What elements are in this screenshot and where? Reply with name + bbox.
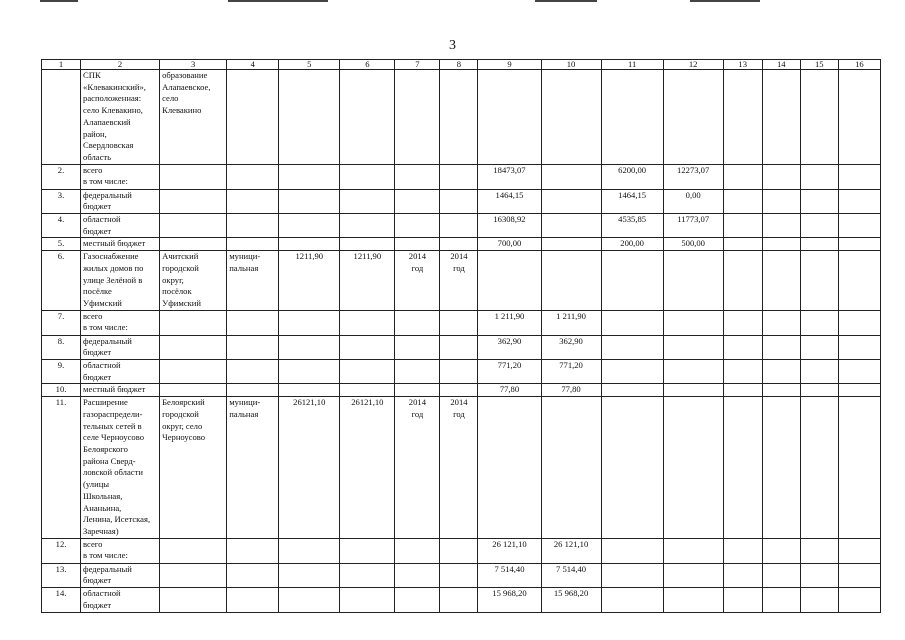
table-cell: 11773,07: [663, 214, 723, 238]
table-cell: 1211,90: [279, 251, 340, 311]
table-cell: [723, 238, 762, 251]
top-edge-mark: [535, 0, 597, 2]
table-cell: [160, 384, 227, 397]
table-cell: [723, 384, 762, 397]
table-cell: 14.: [42, 588, 81, 613]
table-cell: [279, 310, 340, 335]
table-cell: [395, 189, 440, 213]
table-cell: 362,90: [478, 335, 541, 359]
table-cell: [440, 360, 478, 384]
table-cell: [800, 397, 838, 538]
table-cell: [340, 563, 395, 587]
table-cell: [478, 397, 541, 538]
table-cell: [541, 251, 601, 311]
table-row: [42, 164, 881, 189]
table-cell: [440, 164, 478, 189]
table-cell: областной бюджет: [81, 214, 160, 238]
column-number-header: 13: [723, 60, 762, 70]
page-number: 3: [449, 38, 456, 53]
table-cell: [440, 588, 478, 613]
table-cell: [723, 538, 762, 563]
table-cell: [723, 189, 762, 213]
table-cell: [395, 384, 440, 397]
table-cell: [227, 360, 279, 384]
table-cell: [160, 538, 227, 563]
table-cell: областной бюджет: [81, 588, 160, 613]
table-cell: [340, 384, 395, 397]
table-cell: всего в том числе:: [81, 164, 160, 189]
table-cell: федеральный бюджет: [81, 189, 160, 213]
table-cell: [227, 164, 279, 189]
table-cell: 10.: [42, 384, 81, 397]
table-cell: [440, 214, 478, 238]
table-cell: [838, 384, 880, 397]
table-cell: [663, 563, 723, 587]
table-cell: 7.: [42, 310, 81, 335]
table-cell: 13.: [42, 563, 81, 587]
table-row: [42, 70, 881, 165]
table-cell: [160, 360, 227, 384]
top-edge-mark: [690, 0, 760, 2]
table-cell: 7 514,40: [541, 563, 601, 587]
table-cell: [227, 538, 279, 563]
table-cell: [838, 251, 880, 311]
table-cell: [838, 588, 880, 613]
table-cell: [601, 251, 663, 311]
table-cell: [395, 238, 440, 251]
table-cell: [227, 70, 279, 165]
table-cell: [541, 238, 601, 251]
table-cell: [762, 251, 800, 311]
table-cell: [160, 563, 227, 587]
table-cell: [340, 214, 395, 238]
table-row: [42, 310, 881, 335]
table-cell: [762, 335, 800, 359]
table-cell: [800, 335, 838, 359]
table-cell: [340, 70, 395, 165]
table-cell: [838, 360, 880, 384]
table-cell: [723, 360, 762, 384]
table-cell: [279, 563, 340, 587]
table-cell: [838, 538, 880, 563]
table-cell: [762, 164, 800, 189]
table-cell: [279, 189, 340, 213]
column-number-header: 9: [478, 60, 541, 70]
table-cell: [279, 238, 340, 251]
table-cell: 700,00: [478, 238, 541, 251]
table-cell: [227, 310, 279, 335]
table-cell: [160, 335, 227, 359]
top-edge-mark: [228, 0, 328, 2]
table-cell: [800, 563, 838, 587]
table-cell: [541, 189, 601, 213]
table-cell: [340, 310, 395, 335]
table-cell: [838, 164, 880, 189]
table-cell: [340, 164, 395, 189]
table-cell: [663, 397, 723, 538]
table-cell: 4535,85: [601, 214, 663, 238]
table-cell: 2014 год: [440, 251, 478, 311]
table-cell: образование Алапаевское, село Клевакино: [160, 70, 227, 165]
table-cell: [440, 335, 478, 359]
table-cell: [601, 384, 663, 397]
table-cell: [762, 384, 800, 397]
table-cell: 15 968,20: [541, 588, 601, 613]
table-row: [42, 214, 881, 238]
table-row: [42, 397, 881, 538]
table-cell: [762, 310, 800, 335]
table-cell: Расширение газораспредели- тельных сетей в селе Черноусово Белоярского района Сверд- ловской области (улицы Школьная, Ананьина, Ленина, Исетская, Заречная): [81, 397, 160, 538]
table-cell: [395, 335, 440, 359]
table-cell: 7 514,40: [478, 563, 541, 587]
table-cell: 6.: [42, 251, 81, 311]
table-cell: [723, 214, 762, 238]
table-cell: 12273,07: [663, 164, 723, 189]
table-cell: [601, 588, 663, 613]
table-cell: федеральный бюджет: [81, 335, 160, 359]
table-cell: [838, 189, 880, 213]
table-cell: 6200,00: [601, 164, 663, 189]
table-cell: [663, 360, 723, 384]
table-cell: [762, 538, 800, 563]
table-cell: [395, 70, 440, 165]
top-edge-mark: [40, 0, 78, 2]
table-cell: [340, 238, 395, 251]
table-cell: [663, 384, 723, 397]
table-cell: [279, 360, 340, 384]
table-cell: 26 121,10: [478, 538, 541, 563]
table-cell: областной бюджет: [81, 360, 160, 384]
table-cell: 5.: [42, 238, 81, 251]
table-cell: [279, 384, 340, 397]
table-cell: 2014 год: [395, 397, 440, 538]
column-number-header: 5: [279, 60, 340, 70]
table-cell: [762, 588, 800, 613]
table-cell: 15 968,20: [478, 588, 541, 613]
table-cell: [723, 251, 762, 311]
table-cell: [160, 238, 227, 251]
table-cell: Белоярский городской округ, село Черноусово: [160, 397, 227, 538]
table-cell: [340, 538, 395, 563]
table-cell: [838, 563, 880, 587]
table-cell: всего в том числе:: [81, 310, 160, 335]
column-number-header: 3: [160, 60, 227, 70]
budget-table: [41, 59, 881, 613]
table-cell: [440, 70, 478, 165]
table-cell: местный бюджет: [81, 384, 160, 397]
table-cell: Ачитский городской округ, посёлок Уфимский: [160, 251, 227, 311]
table-cell: [723, 164, 762, 189]
table-cell: 8.: [42, 335, 81, 359]
table-cell: [800, 214, 838, 238]
table-cell: [279, 588, 340, 613]
table-cell: 2.: [42, 164, 81, 189]
table-cell: [440, 310, 478, 335]
table-row: [42, 563, 881, 587]
table-cell: [340, 335, 395, 359]
table-cell: [395, 310, 440, 335]
table-cell: 77,80: [478, 384, 541, 397]
table-cell: [340, 189, 395, 213]
table-cell: [762, 360, 800, 384]
table-cell: [395, 360, 440, 384]
table-cell: [160, 310, 227, 335]
table-cell: [227, 238, 279, 251]
table-cell: [279, 214, 340, 238]
column-number-header: 16: [838, 60, 880, 70]
table-cell: [395, 563, 440, 587]
table-cell: [601, 563, 663, 587]
column-number-header: 11: [601, 60, 663, 70]
table-cell: [800, 70, 838, 165]
table-cell: [227, 335, 279, 359]
table-cell: [800, 310, 838, 335]
table-row: [42, 238, 881, 251]
table-cell: [723, 70, 762, 165]
table-row: [42, 538, 881, 563]
table-cell: федеральный бюджет: [81, 563, 160, 587]
table-cell: [838, 214, 880, 238]
table-row: [42, 588, 881, 613]
table-cell: 11.: [42, 397, 81, 538]
table-cell: [227, 588, 279, 613]
table-cell: [601, 397, 663, 538]
table-cell: [663, 588, 723, 613]
table-cell: [762, 238, 800, 251]
table-cell: [601, 335, 663, 359]
column-number-header: 6: [340, 60, 395, 70]
table-cell: [838, 397, 880, 538]
table-cell: 200,00: [601, 238, 663, 251]
table-cell: [800, 189, 838, 213]
column-number-header: 1: [42, 60, 81, 70]
table-cell: 3.: [42, 189, 81, 213]
table-cell: [160, 189, 227, 213]
table-cell: [227, 384, 279, 397]
table-cell: [541, 164, 601, 189]
table-cell: 77,80: [541, 384, 601, 397]
table-cell: [279, 538, 340, 563]
table-cell: [541, 214, 601, 238]
table-cell: [601, 70, 663, 165]
table-cell: 771,20: [478, 360, 541, 384]
table-cell: [478, 251, 541, 311]
column-number-header: 4: [227, 60, 279, 70]
table-cell: [440, 238, 478, 251]
table-cell: [160, 214, 227, 238]
table-cell: [601, 538, 663, 563]
column-number-header: 8: [440, 60, 478, 70]
table-cell: 362,90: [541, 335, 601, 359]
table-cell: [723, 563, 762, 587]
table-header-row: [42, 60, 881, 70]
table-row: [42, 189, 881, 213]
table-cell: 12.: [42, 538, 81, 563]
column-number-header: 7: [395, 60, 440, 70]
table-cell: 1211,90: [340, 251, 395, 311]
table-cell: 26 121,10: [541, 538, 601, 563]
table-cell: 1464,15: [478, 189, 541, 213]
table-cell: 16308,92: [478, 214, 541, 238]
table-cell: [541, 397, 601, 538]
table-cell: [663, 310, 723, 335]
table-cell: [663, 70, 723, 165]
table-cell: [279, 335, 340, 359]
table-cell: [762, 70, 800, 165]
table-cell: [723, 588, 762, 613]
table-cell: [395, 538, 440, 563]
table-cell: 26121,10: [340, 397, 395, 538]
table-cell: местный бюджет: [81, 238, 160, 251]
table-cell: муници- пальная: [227, 251, 279, 311]
table-cell: [478, 70, 541, 165]
table-cell: [723, 397, 762, 538]
table-cell: [227, 214, 279, 238]
table-cell: 18473,07: [478, 164, 541, 189]
table-cell: [160, 164, 227, 189]
table-cell: [541, 70, 601, 165]
table-cell: [440, 563, 478, 587]
table-cell: Газоснабжение жилых домов по улице Зелёной в посёлке Уфимский: [81, 251, 160, 311]
table-cell: [800, 588, 838, 613]
table-cell: [800, 238, 838, 251]
table-row: [42, 335, 881, 359]
table-cell: [279, 70, 340, 165]
column-number-header: 14: [762, 60, 800, 70]
table-cell: [42, 70, 81, 165]
table-cell: [601, 310, 663, 335]
table-cell: [395, 588, 440, 613]
table-cell: [723, 310, 762, 335]
table-cell: [838, 335, 880, 359]
column-number-header: 2: [81, 60, 160, 70]
table-cell: [601, 360, 663, 384]
table-cell: 4.: [42, 214, 81, 238]
table-cell: [800, 251, 838, 311]
table-cell: [395, 214, 440, 238]
table-cell: [762, 397, 800, 538]
table-cell: [279, 164, 340, 189]
column-number-header: 12: [663, 60, 723, 70]
table-cell: [838, 310, 880, 335]
table-row: [42, 251, 881, 311]
table-cell: [800, 384, 838, 397]
table-cell: [440, 189, 478, 213]
table-cell: 26121,10: [279, 397, 340, 538]
table-cell: [838, 70, 880, 165]
table-cell: СПК «Клевакинский», расположенная: село Клевакино, Алапаевский район, Свердловская область: [81, 70, 160, 165]
table-cell: 1 211,90: [478, 310, 541, 335]
table-cell: [395, 164, 440, 189]
table-cell: 2014 год: [440, 397, 478, 538]
table-cell: [800, 360, 838, 384]
table-cell: [762, 563, 800, 587]
table-cell: 9.: [42, 360, 81, 384]
table-cell: [762, 214, 800, 238]
table-cell: [160, 588, 227, 613]
table-cell: [663, 538, 723, 563]
table-cell: 2014 год: [395, 251, 440, 311]
table-cell: муници- пальная: [227, 397, 279, 538]
table-cell: 771,20: [541, 360, 601, 384]
table-cell: [800, 538, 838, 563]
table-cell: [800, 164, 838, 189]
table-cell: [340, 588, 395, 613]
table-cell: [340, 360, 395, 384]
table-cell: [838, 238, 880, 251]
table-cell: [227, 189, 279, 213]
table-cell: [663, 251, 723, 311]
table-cell: [762, 189, 800, 213]
table-cell: 0,00: [663, 189, 723, 213]
table-row: [42, 360, 881, 384]
table-cell: [723, 335, 762, 359]
table-cell: [440, 384, 478, 397]
table-cell: 1464,15: [601, 189, 663, 213]
table-cell: [227, 563, 279, 587]
table-cell: всего в том числе:: [81, 538, 160, 563]
table-cell: 1 211,90: [541, 310, 601, 335]
table-cell: [440, 538, 478, 563]
column-number-header: 15: [800, 60, 838, 70]
column-number-header: 10: [541, 60, 601, 70]
table-cell: 500,00: [663, 238, 723, 251]
table-row: [42, 384, 881, 397]
table-cell: [663, 335, 723, 359]
